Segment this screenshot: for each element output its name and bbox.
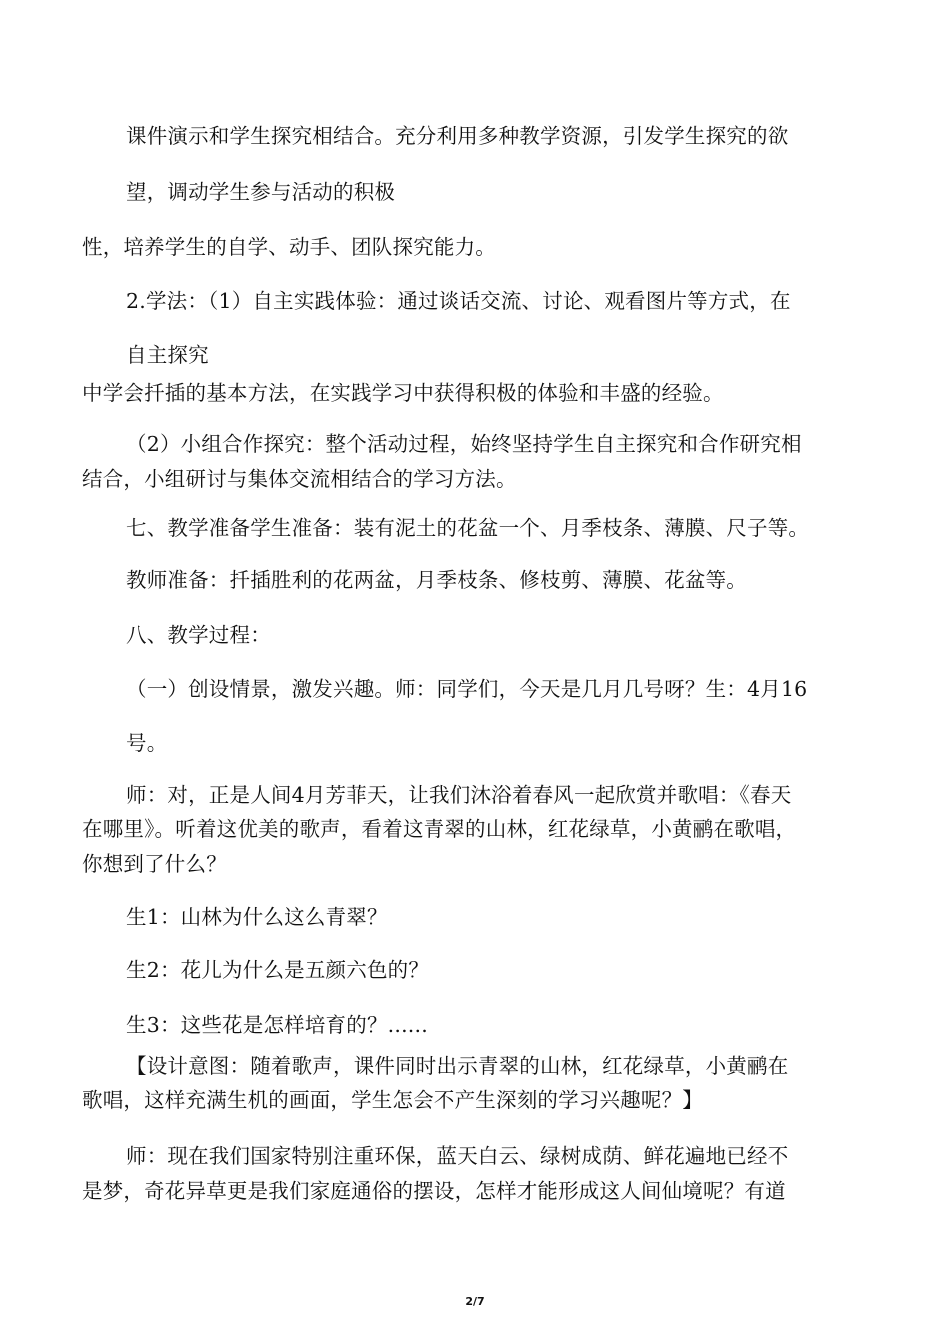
text-line-18: 生2：花儿为什么是五颜六色的？: [126, 958, 430, 982]
text-line-1: 课件演示和学生探究相结合。充分利用多种教学资源，引发学生探究的欲: [126, 124, 789, 148]
text-line-22: 师：现在我们国家特别注重环保，蓝天白云、绿树成荫、鲜花遍地已经不: [126, 1144, 789, 1168]
text-line-6: 中学会扦插的基本方法，在实践学习中获得积极的体验和丰盛的经验。: [82, 381, 724, 405]
text-line-19: 生3：这些花是怎样培育的？......: [126, 1013, 428, 1037]
text-line-8: 结合，小组研讨与集体交流相结合的学习方法。: [82, 467, 517, 491]
text-line-11: 八、教学过程：: [126, 623, 271, 647]
text-line-13: 号。: [126, 731, 168, 755]
text-line-20: 【设计意图：随着歌声，课件同时出示青翠的山林，红花绿草，小黄鹂在: [126, 1054, 789, 1078]
text-line-17: 生1：山林为什么这么青翠？: [126, 905, 388, 929]
text-line-4: 2.学法：（1）自主实践体验：通过谈话交流、讨论、观看图片等方式，在: [126, 289, 791, 313]
text-line-14: 师：对，正是人间4月芳菲天，让我们沐浴着春风一起欣赏并歌唱：《春天: [126, 783, 792, 807]
text-line-12: （一）创设情景，激发兴趣。师：同学们，今天是几月几号呀？生：4月16: [126, 677, 808, 701]
text-line-21: 歌唱，这样充满生机的画面，学生怎会不产生深刻的学习兴趣呢？】: [82, 1088, 703, 1112]
text-line-5: 自主探究: [126, 343, 209, 367]
text-line-23: 是梦，奇花异草更是我们家庭通俗的摆设，怎样才能形成这人间仙境呢？有道: [82, 1179, 786, 1203]
text-line-15: 在哪里》。听着这优美的歌声，看着这青翠的山林，红花绿草，小黄鹂在歌唱，: [82, 817, 797, 841]
page-number: 2/7: [465, 1295, 485, 1308]
text-line-2: 望，调动学生参与活动的积极: [126, 180, 396, 204]
text-line-16: 你想到了什么？: [82, 852, 227, 876]
text-line-7: （2）小组合作探究：整个活动过程，始终坚持学生自主探究和合作研究相: [126, 432, 802, 456]
text-line-3: 性，培养学生的自学、动手、团队探究能力。: [82, 235, 496, 259]
text-line-9: 七、教学准备学生准备：装有泥土的花盆一个、月季枝条、薄膜、尺子等。: [126, 516, 810, 540]
text-line-10: 教师准备：扦插胜利的花两盆，月季枝条、修枝剪、薄膜、花盆等。: [126, 568, 747, 592]
